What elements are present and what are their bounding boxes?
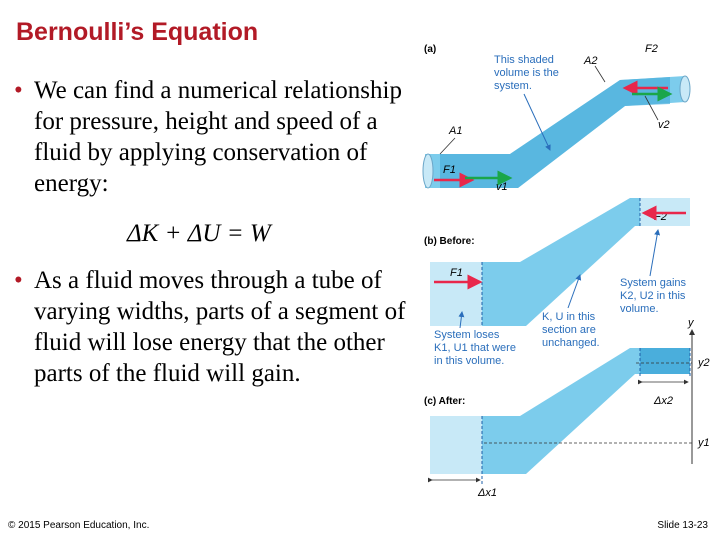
panel-b-label: (b) Before: (424, 236, 475, 247)
panel-c-label: (c) After: (424, 396, 466, 407)
gains-line3: volume. (620, 303, 659, 315)
tube-a-inlet (423, 154, 433, 188)
loses-line3: in this volume. (434, 355, 505, 367)
unchanged-line1: K, U in this (542, 311, 596, 323)
bullet-varying-widths (14, 265, 414, 389)
area-1-pointer (440, 138, 455, 154)
tube-a-outlet (680, 76, 690, 102)
y1-label: y1 (698, 437, 710, 449)
y2-label: y2 (698, 357, 710, 369)
force-2-label-a: F2 (645, 43, 658, 55)
energy-equation: ΔK + ΔU = W (127, 220, 271, 247)
dx1-label: Δx1 (478, 487, 497, 499)
bullet-energy-relationship (14, 75, 414, 199)
gains-line1: System gains (620, 277, 687, 289)
velocity-2-label: v2 (658, 119, 670, 131)
callout-system-line3: system. (494, 80, 532, 92)
tube-c-added-volume (640, 348, 690, 374)
gains-line2: K2, U2 in this (620, 290, 686, 302)
unchanged-line3: unchanged. (542, 337, 600, 349)
y-axis-label: y (688, 317, 694, 329)
dx2-label: Δx2 (654, 395, 673, 407)
bullet-marker: • (14, 77, 23, 104)
force-1-label-b: F1 (450, 267, 463, 279)
panel-a-label: (a) (424, 44, 437, 55)
callout-system-line2: volume is the (494, 67, 559, 79)
unchanged-line2: section are (542, 324, 596, 336)
area-2-label: A2 (584, 55, 598, 67)
bullet-text: We can find a numerical relationship for pressure, height and speed of a fluid by applying conservation of energy: (34, 77, 402, 197)
bullet-text: As a fluid moves through a tube of varying widths, parts of a segment of fluid will lose energy that the other parts of the fluid will gain. (34, 267, 406, 387)
tube-c-vacated-volume (430, 416, 482, 474)
loses-line1: System loses (434, 329, 500, 341)
slide-number: Slide 13-23 (657, 520, 708, 531)
copyright-notice: © 2015 Pearson Education, Inc. (8, 520, 150, 531)
panel-c (424, 348, 690, 499)
panel-a (423, 43, 690, 193)
velocity-1-label: v1 (496, 181, 508, 193)
force-1-label-a: F1 (443, 164, 456, 176)
force-2-label-b: F2 (654, 211, 667, 223)
area-2-pointer (595, 66, 605, 82)
bernoulli-figure (400, 30, 718, 510)
panel-b (424, 198, 690, 367)
slide-title: Bernoulli’s Equation (16, 18, 259, 46)
loses-line2: K1, U1 that were (434, 342, 516, 354)
callout-system-line1: This shaded (494, 54, 554, 66)
bullet-marker: • (14, 267, 23, 294)
gains-pointer (650, 230, 658, 276)
area-1-label: A1 (449, 125, 463, 137)
